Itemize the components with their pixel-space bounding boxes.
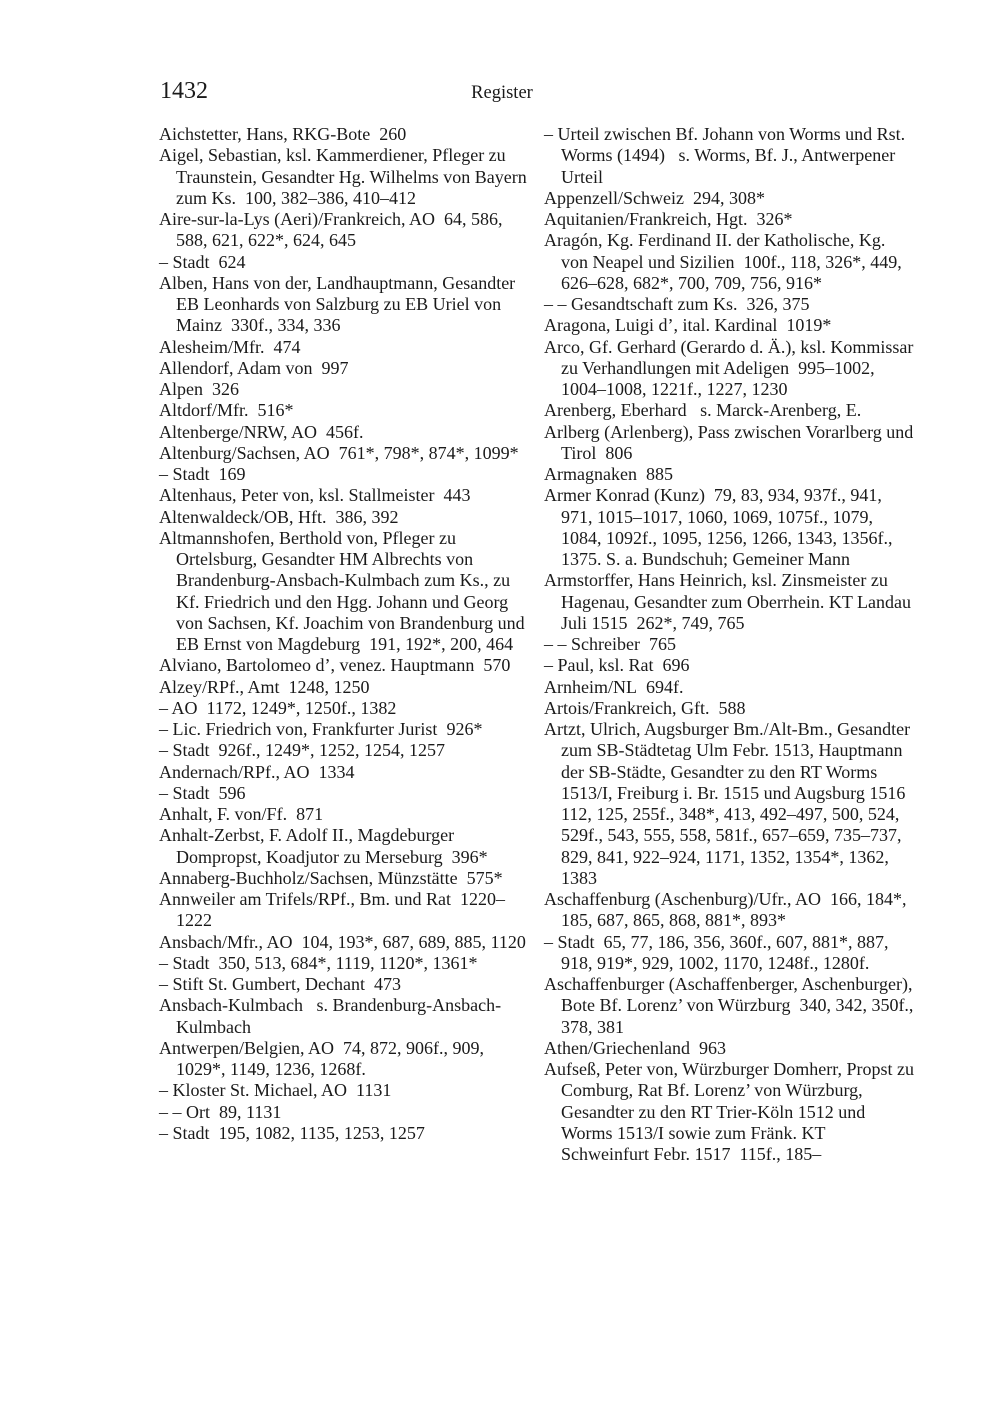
page-number: 1432 <box>160 78 208 104</box>
index-entry: – – Gesandtschaft zum Ks. 326, 375 <box>544 294 810 314</box>
index-entry: Altenburg/Sachsen, AO 761*, 798*, 874*, 1099* <box>159 442 519 463</box>
index-entry: Annaberg-Buchholz/Sachsen, Münzstätte 575* <box>159 867 503 888</box>
index-entry: – Stadt 195, 1082, 1135, 1253, 1257 <box>159 1122 425 1143</box>
index-entry: Altenberge/NRW, AO 456f. <box>159 421 364 442</box>
index-entry: – Stadt 350, 513, 684*, 1119, 1120*, 1361* <box>159 952 478 973</box>
index-entry: Aichstetter, Hans, RKG-Bote 260 <box>159 124 407 144</box>
index-entry: Antwerpen/Belgien, AO 74, 872, 906f., 909, 1029*, 1149, 1236, 1268f. <box>159 1037 484 1079</box>
index-entry: Anhalt, F. von/Ff. 871 <box>159 804 324 824</box>
index-entry: Ansbach/Mfr., AO 104, 193*, 687, 689, 885, 1120 <box>159 931 526 952</box>
index-entry: Arlberg (Arlenberg), Pass zwischen Vorarlberg und Tirol 806 <box>544 421 914 463</box>
index-entry: Artois/Frankreich, Gft. 588 <box>544 697 746 718</box>
index-entry: Athen/Griechenland 963 <box>544 1037 726 1058</box>
index-entry: Alpen 326 <box>159 379 239 399</box>
index-entry: Allendorf, Adam von 997 <box>159 357 349 378</box>
index-entry: Aquitanien/Frankreich, Hgt. 326* <box>544 209 793 229</box>
index-entry: Alviano, Bartolomeo d’, venez. Hauptmann 570 <box>159 655 511 676</box>
index-entry: – Stadt 596 <box>159 782 246 803</box>
index-entry: Alben, Hans von der, Landhauptmann, Gesandter EB Leonhards von Salzburg zu EB Uriel von Mainz 330f., 334, 336 <box>159 272 516 336</box>
index-entry: Altenhaus, Peter von, ksl. Stallmeister 443 <box>159 485 471 506</box>
index-entry: Annweiler am Trifels/RPf., Bm. und Rat 1220–1222 <box>159 889 505 931</box>
index-entry: – Stadt 926f., 1249*, 1252, 1254, 1257 <box>159 740 445 761</box>
index-entry: Artzt, Ulrich, Augsburger Bm./Alt-Bm., Gesandter zum SB-Städtetag Ulm Febr. 1513, Hauptmann der SB-Städte, Gesandter zu den RT Worms 1513/I, Freiburg i. Br. 1515 und Augsburg 1516 112, 125, 255f., 348*, 413, 492–497, 500, 524, 529f., 543, 555, 558, 581f., 657–659, 735–737, 829, 841, 922–924, 1171, 1352, 1354*, 1362, 1383 <box>544 719 915 888</box>
index-entry: – Lic. Friedrich von, Frankfurter Jurist 926* <box>159 719 483 739</box>
index-entry: Anhalt-Zerbst, F. Adolf II., Magdeburger Dompropst, Koadjutor zu Merseburg 396* <box>159 825 488 867</box>
index-column-left <box>159 124 527 1144</box>
index-entry: Armagnaken 885 <box>544 464 673 484</box>
index-entry: – Stadt 169 <box>159 464 246 484</box>
index-entry: Ansbach-Kulmbach s. Brandenburg-Ansbach-Kulmbach <box>159 995 502 1037</box>
index-entry: – Stift St. Gumbert, Dechant 473 <box>159 974 401 994</box>
index-entry: Armstorffer, Hans Heinrich, ksl. Zinsmeister zu Hagenau, Gesandter zum Oberrhein. KT Landau Juli 1515 262*, 749, 765 <box>544 570 912 633</box>
index-entry: – Paul, ksl. Rat 696 <box>544 655 690 676</box>
index-entry: – Stadt 624 <box>159 251 246 272</box>
index-entry: Aire-sur-la-Lys (Aeri)/Frankreich, AO 64, 586, 588, 621, 622*, 624, 645 <box>159 209 503 251</box>
index-entry: – Urteil zwischen Bf. Johann von Worms und Rst. Worms (1494) s. Worms, Bf. J., Antwerpener Urteil <box>544 124 906 187</box>
index-entry: Alzey/RPf., Amt 1248, 1250 <box>159 676 370 697</box>
index-entry: Aragona, Luigi d’, ital. Kardinal 1019* <box>544 315 832 336</box>
index-entry: Aschaffenburg (Aschenburg)/Ufr., AO 166, 184*, 185, 687, 865, 868, 881*, 893* <box>544 889 907 931</box>
index-entry: Aufseß, Peter von, Würzburger Domherr, Propst zu Comburg, Rat Bf. Lorenz’ von Würzburg, Gesandter zu den RT Trier-Köln 1512 und Worms 1513/I sowie zum Fränk. KT Schweinfurt Febr. 1517 115f., 185– <box>544 1059 915 1164</box>
index-entry: Aschaffenburger (Aschaffenberger, Aschenburger), Bote Bf. Lorenz’ von Würzburg 340, 342, 350f., 378, 381 <box>544 974 914 1037</box>
index-entry: Armer Konrad (Kunz) 79, 83, 934, 937f., 941, 971, 1015–1017, 1060, 1069, 1075f., 1079, 1084, 1092f., 1095, 1256, 1266, 1343, 1356f., 1375. S. a. Bundschuh; Gemeiner Mann <box>544 485 893 569</box>
index-entry: Altdorf/Mfr. 516* <box>159 400 294 421</box>
index-entry: Arco, Gf. Gerhard (Gerardo d. Ä.), ksl. Kommissar zu Verhandlungen mit Adeligen 995–1002, 1004–1008, 1221f., 1227, 1230 <box>544 336 914 399</box>
index-entry: Andernach/RPf., AO 1334 <box>159 761 355 782</box>
index-entry: Arenberg, Eberhard s. Marck-Arenberg, E. <box>544 400 862 421</box>
index-entry: – AO 1172, 1249*, 1250f., 1382 <box>159 697 397 718</box>
index-entry: – – Ort 89, 1131 <box>159 1101 282 1122</box>
index-entry: Altmannshofen, Berthold von, Pfleger zu Ortelsburg, Gesandter HM Albrechts von Brandenburg-Ansbach-Kulmbach zum Ks., zu Kf. Friedrich und den Hgg. Johann und Georg von Sachsen, Kf. Joachim von Brandenburg und EB Ernst von Magdeburg 191, 192*, 200, 464 <box>159 527 525 654</box>
index-entry: – – Schreiber 765 <box>544 634 676 654</box>
index-entry: – Kloster St. Michael, AO 1131 <box>159 1080 392 1101</box>
index-entry: Arnheim/NL 694f. <box>544 676 684 697</box>
index-entry: Alesheim/Mfr. 474 <box>159 336 301 357</box>
index-entry: Aigel, Sebastian, ksl. Kammerdiener, Pfleger zu Traunstein, Gesandter Hg. Wilhelms von Bayern zum Ks. 100, 382–386, 410–412 <box>159 145 527 208</box>
index-column-right <box>544 124 916 1165</box>
running-head: Register <box>471 83 533 103</box>
index-entry: Altenwaldeck/OB, Hft. 386, 392 <box>159 506 399 527</box>
index-entry: Appenzell/Schweiz 294, 308* <box>544 187 765 208</box>
index-entry: – Stadt 65, 77, 186, 356, 360f., 607, 881*, 887, 918, 919*, 929, 1002, 1170, 1248f., 1280f. <box>544 931 889 973</box>
index-entry: Aragón, Kg. Ferdinand II. der Katholische, Kg. von Neapel und Sizilien 100f., 118, 326*, 449, 626–628, 682*, 700, 709, 756, 916* <box>544 230 902 293</box>
